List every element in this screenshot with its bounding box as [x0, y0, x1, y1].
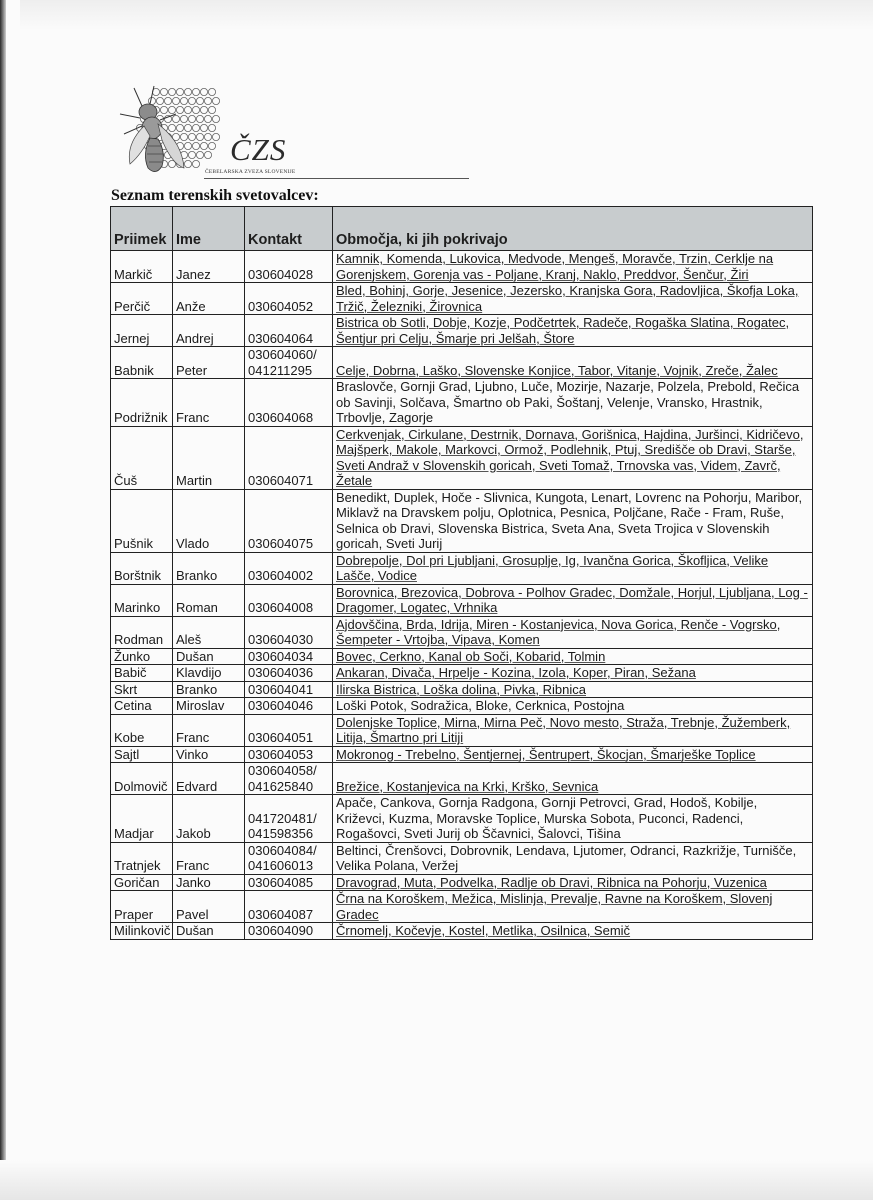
honeycomb-cell — [204, 133, 211, 140]
table-row — [111, 283, 813, 315]
cell-surname: Madjar — [111, 795, 173, 843]
cell-surname: Pušnik — [111, 489, 173, 552]
honeycomb-cell — [204, 115, 211, 122]
honeycomb-cell — [188, 151, 195, 158]
areas-text: Cerkvenjak, Cirkulane, Destrnik, Dornava, Gorišnica, Hajdina, Juršinci, Kidričevo, Majšperk, Makole, Markovci, Ormož, Podlehnik, Ptuj, Središče ob Dravi, Starše, Sveti Andraž v Slovenskih goricah, Sveti Tomaž, Trnovska vas, Videm, Zavrč, Žetale — [336, 426, 804, 488]
scan-bottom-shade — [0, 1160, 873, 1200]
cell-contact: 030604087 — [245, 891, 333, 923]
areas-text: Bled, Bohinj, Gorje, Jesenice, Jezersko, Kranjska Gora, Radovljica, Škofja Loka, Tržič, Železniki, Žirovnica — [336, 283, 799, 314]
cell-areas — [333, 552, 813, 584]
cell-name: Branko — [173, 681, 245, 698]
cell-contact: 030604090 — [245, 923, 333, 940]
honeycomb-cell — [212, 115, 219, 122]
cell-surname: Sajtl — [111, 746, 173, 763]
honeycomb-cell — [204, 151, 211, 158]
cell-surname: Milinkovič — [111, 923, 173, 940]
cell-name: Vinko — [173, 746, 245, 763]
cell-areas — [333, 714, 813, 746]
cell-name: Branko — [173, 552, 245, 584]
areas-text: Ilirska Bistrica, Loška dolina, Pivka, Ribnica — [336, 681, 586, 697]
cell-surname: Jernej — [111, 315, 173, 347]
table-row — [111, 648, 813, 665]
page-top-shade — [20, 0, 873, 30]
honeycomb-cell — [176, 124, 183, 131]
cell-name: Dušan — [173, 648, 245, 665]
cell-areas — [333, 746, 813, 763]
honeycomb-cell — [192, 106, 199, 113]
table-body — [111, 251, 813, 940]
table-row — [111, 379, 813, 427]
cell-surname: Goričan — [111, 874, 173, 891]
areas-text: Beltinci, Črenšovci, Dobrovnik, Lendava, Ljutomer, Odranci, Razkrižje, Turnišče, Velika Polana, Veržej — [336, 842, 797, 873]
table-row — [111, 489, 813, 552]
areas-text: Ankaran, Divača, Hrpelje - Kozina, Izola, Koper, Piran, Sežana — [336, 665, 696, 680]
cell-contact: 030604034 — [245, 648, 333, 665]
cell-contact: 030604068 — [245, 379, 333, 427]
honeycomb-cell — [172, 97, 179, 104]
table-row — [111, 763, 813, 795]
honeycomb-cell — [168, 124, 175, 131]
advisors-table — [110, 206, 813, 940]
cell-areas — [333, 251, 813, 283]
scan-edge-shadow — [0, 0, 6, 1200]
areas-text: Mokronog - Trebelno, Šentjernej, Šentrupert, Škocjan, Šmarješke Toplice — [336, 746, 756, 762]
honeycomb-cell — [200, 88, 207, 95]
honeycomb-cell — [192, 160, 199, 167]
honeycomb-cell — [180, 115, 187, 122]
cell-contact: 030604075 — [245, 489, 333, 552]
cell-areas — [333, 315, 813, 347]
cell-areas — [333, 426, 813, 489]
cell-name: Franc — [173, 714, 245, 746]
cell-surname: Marinko — [111, 584, 173, 616]
cell-contact: 030604030 — [245, 616, 333, 648]
cell-contact: 041720481/ 041598356 — [245, 795, 333, 843]
cell-name: Peter — [173, 347, 245, 379]
cell-surname: Kobe — [111, 714, 173, 746]
cell-name: Janko — [173, 874, 245, 891]
cell-name: Pavel — [173, 891, 245, 923]
cell-contact: 030604028 — [245, 251, 333, 283]
honeycomb-cell — [176, 88, 183, 95]
table-row — [111, 616, 813, 648]
header-areas: Območja, ki jih pokrivajo — [333, 207, 813, 251]
cell-areas — [333, 795, 813, 843]
honeycomb-cell — [168, 88, 175, 95]
cell-contact: 030604084/ 041606013 — [245, 842, 333, 874]
table-row — [111, 552, 813, 584]
cell-contact: 030604064 — [245, 315, 333, 347]
cell-areas — [333, 842, 813, 874]
table-row — [111, 746, 813, 763]
honeycomb-cell — [208, 106, 215, 113]
honeycomb-cell — [160, 106, 167, 113]
cell-name: Franc — [173, 379, 245, 427]
honeycomb-cell — [208, 88, 215, 95]
cell-contact: 030604046 — [245, 698, 333, 715]
table-row — [111, 714, 813, 746]
cell-surname: Babnik — [111, 347, 173, 379]
cell-surname: Tratnjek — [111, 842, 173, 874]
honeycomb-cell — [176, 106, 183, 113]
cell-surname: Markič — [111, 251, 173, 283]
cell-areas — [333, 891, 813, 923]
header-contact: Kontakt — [245, 207, 333, 251]
table-row — [111, 698, 813, 715]
honeycomb-cell — [196, 97, 203, 104]
honeycomb-cell — [172, 115, 179, 122]
areas-text: Benedikt, Duplek, Hoče - Slivnica, Kungota, Lenart, Lovrenc na Pohorju, Maribor, Miklavž na Dravskem polju, Oplotnica, Pesnica, Poljčane, Rače - Fram, Ruše, Selnica ob Dravi, Slovenska Bistrica, Sveta Ana, Sveta Trojica v Slovenskih goricah, Sveti Jurij — [336, 489, 803, 551]
areas-text: Dolenjske Toplice, Mirna, Mirna Peč, Novo mesto, Straža, Trebnje, Žužemberk, Litija, Šmartno pri Litiji — [336, 714, 791, 745]
areas-text: Apače, Cankova, Gornja Radgona, Gornji Petrovci, Grad, Hodoš, Kobilje, Križevci, Kuzma, Moravske Toplice, Murska Sobota, Puconci, Radenci, Rogašovci, Sveti Jurij ob Ščavnici, Šalovci, Tišina — [336, 795, 758, 841]
areas-text: Celje, Dobrna, Laško, Slovenske Konjice, Tabor, Vitanje, Vojnik, Zreče, Žalec — [336, 362, 778, 378]
cell-contact: 030604085 — [245, 874, 333, 891]
honeycomb-cell — [148, 97, 155, 104]
logo-divider — [204, 178, 469, 179]
honeycomb-cell — [208, 142, 215, 149]
honeycomb-cell — [192, 124, 199, 131]
honeycomb-cell — [184, 124, 191, 131]
areas-text: Brežice, Kostanjevica na Krki, Krško, Sevnica — [336, 778, 599, 794]
cell-areas — [333, 874, 813, 891]
table-row — [111, 426, 813, 489]
honeycomb-cell — [200, 124, 207, 131]
table-row — [111, 795, 813, 843]
cell-name: Edvard — [173, 763, 245, 795]
header-name: Ime — [173, 207, 245, 251]
cell-areas — [333, 923, 813, 940]
honeycomb-cell — [164, 97, 171, 104]
honeycomb-cell — [192, 142, 199, 149]
cell-name: Dušan — [173, 923, 245, 940]
cell-areas — [333, 283, 813, 315]
areas-text: Bovec, Cerkno, Kanal ob Soči, Kobarid, Tolmin — [336, 648, 606, 664]
header-surname: Priimek — [111, 207, 173, 251]
honeycomb-cell — [212, 97, 219, 104]
cell-areas — [333, 489, 813, 552]
cell-contact: 030604036 — [245, 665, 333, 682]
honeycomb-cell — [196, 133, 203, 140]
honeycomb-cell — [184, 142, 191, 149]
bee-honeycomb-icon — [112, 84, 242, 180]
table-row — [111, 315, 813, 347]
table-row — [111, 681, 813, 698]
cell-surname: Rodman — [111, 616, 173, 648]
cell-contact: 030604008 — [245, 584, 333, 616]
cell-contact: 030604051 — [245, 714, 333, 746]
cell-name: Aleš — [173, 616, 245, 648]
cell-areas — [333, 698, 813, 715]
logo-full-name: ČEBELARSKA ZVEZA SLOVENIJE — [205, 169, 296, 175]
cell-areas — [333, 616, 813, 648]
areas-text: Dravograd, Muta, Podvelka, Radlje ob Dravi, Ribnica na Pohorju, Vuzenica — [336, 874, 767, 890]
areas-text: Ajdovščina, Brda, Idrija, Miren - Kostanjevica, Nova Gorica, Renče - Vogrsko, Šempeter - Vrtojba, Vipava, Komen — [336, 616, 781, 647]
cell-name: Anže — [173, 283, 245, 315]
cell-name: Janez — [173, 251, 245, 283]
honeycomb-cell — [196, 115, 203, 122]
cell-areas — [333, 665, 813, 682]
cell-surname: Borštnik — [111, 552, 173, 584]
areas-text: Braslovče, Gornji Grad, Ljubno, Luče, Mozirje, Nazarje, Polzela, Prebold, Rečica ob Savinji, Solčava, Šmartno ob Paki, Šoštanj, Velenje, Vransko, Hrastnik, Trbovlje, Zagorje — [336, 379, 800, 425]
honeycomb-cell — [208, 124, 215, 131]
page-title: Seznam terenskih svetovalcev: — [111, 187, 319, 204]
areas-text: Loški Potok, Sodražica, Bloke, Cerknica, Postojna — [336, 698, 625, 713]
honeycomb-cell — [188, 115, 195, 122]
cell-name: Martin — [173, 426, 245, 489]
honeycomb-cell — [192, 88, 199, 95]
table-row — [111, 923, 813, 940]
honeycomb-cell — [188, 133, 195, 140]
czs-logo — [112, 84, 472, 180]
honeycomb-cell — [160, 88, 167, 95]
cell-surname: Cetina — [111, 698, 173, 715]
cell-surname: Žunko — [111, 648, 173, 665]
cell-areas — [333, 347, 813, 379]
honeycomb-cell — [156, 97, 163, 104]
honeycomb-cell — [196, 151, 203, 158]
cell-contact: 030604041 — [245, 681, 333, 698]
table-row — [111, 665, 813, 682]
honeycomb-cell — [168, 106, 175, 113]
honeycomb-cell — [184, 160, 191, 167]
cell-surname: Perčič — [111, 283, 173, 315]
areas-text: Borovnica, Brezovica, Dobrova - Polhov Gradec, Domžale, Horjul, Ljubljana, Log - Dragomer, Logatec, Vrhnika — [336, 584, 808, 615]
honeycomb-cell — [204, 97, 211, 104]
cell-name: Franc — [173, 842, 245, 874]
cell-surname: Praper — [111, 891, 173, 923]
cell-contact: 030604052 — [245, 283, 333, 315]
honeycomb-cell — [180, 97, 187, 104]
areas-text: Dobrepolje, Dol pri Ljubljani, Grosuplje, Ig, Ivančna Gorica, Škofljica, Velike Lašče, Vodice — [336, 552, 769, 583]
cell-name: Klavdijo — [173, 665, 245, 682]
table-row — [111, 891, 813, 923]
cell-surname: Skrt — [111, 681, 173, 698]
cell-name: Roman — [173, 584, 245, 616]
table-header-row — [111, 207, 813, 251]
cell-areas — [333, 648, 813, 665]
cell-name: Miroslav — [173, 698, 245, 715]
table-row — [111, 842, 813, 874]
honeycomb-cell — [180, 133, 187, 140]
honeycomb-cell — [184, 88, 191, 95]
cell-contact: 030604002 — [245, 552, 333, 584]
honeycomb-cell — [200, 142, 207, 149]
table-row — [111, 874, 813, 891]
cell-areas — [333, 763, 813, 795]
honeycomb-cell — [188, 97, 195, 104]
cell-areas — [333, 379, 813, 427]
cell-areas — [333, 584, 813, 616]
cell-contact: 030604058/ 041625840 — [245, 763, 333, 795]
areas-text: Kamnik, Komenda, Lukovica, Medvode, Mengeš, Moravče, Trzin, Cerklje na Gorenjskem, Gorenja vas - Poljane, Kranj, Naklo, Preddvor, Šenčur, Žiri — [336, 251, 774, 282]
cell-contact: 030604071 — [245, 426, 333, 489]
cell-name: Andrej — [173, 315, 245, 347]
cell-areas — [333, 681, 813, 698]
areas-text: Črnomelj, Kočevje, Kostel, Metlika, Osilnica, Semič — [336, 923, 631, 938]
table-row — [111, 584, 813, 616]
cell-surname: Čuš — [111, 426, 173, 489]
honeycomb-cell — [200, 106, 207, 113]
cell-surname: Babič — [111, 665, 173, 682]
cell-name: Vlado — [173, 489, 245, 552]
areas-text: Bistrica ob Sotli, Dobje, Kozje, Podčetrtek, Radeče, Rogaška Slatina, Rogatec, Šentjur pri Celju, Šmarje pri Jelšah, Štore — [336, 315, 790, 346]
honeycomb-cell — [184, 106, 191, 113]
cell-name: Jakob — [173, 795, 245, 843]
cell-surname: Dolmovič — [111, 763, 173, 795]
areas-text: Črna na Koroškem, Mežica, Mislinja, Prevalje, Ravne na Koroškem, Slovenj Gradec — [336, 891, 773, 922]
table-row — [111, 347, 813, 379]
bee-icon — [120, 86, 184, 172]
cell-contact: 030604060/ 041211295 — [245, 347, 333, 379]
cell-contact: 030604053 — [245, 746, 333, 763]
honeycomb-cell — [212, 133, 219, 140]
logo-abbreviation: ČZS — [230, 132, 287, 167]
table-row — [111, 251, 813, 283]
cell-surname: Podrižnik — [111, 379, 173, 427]
